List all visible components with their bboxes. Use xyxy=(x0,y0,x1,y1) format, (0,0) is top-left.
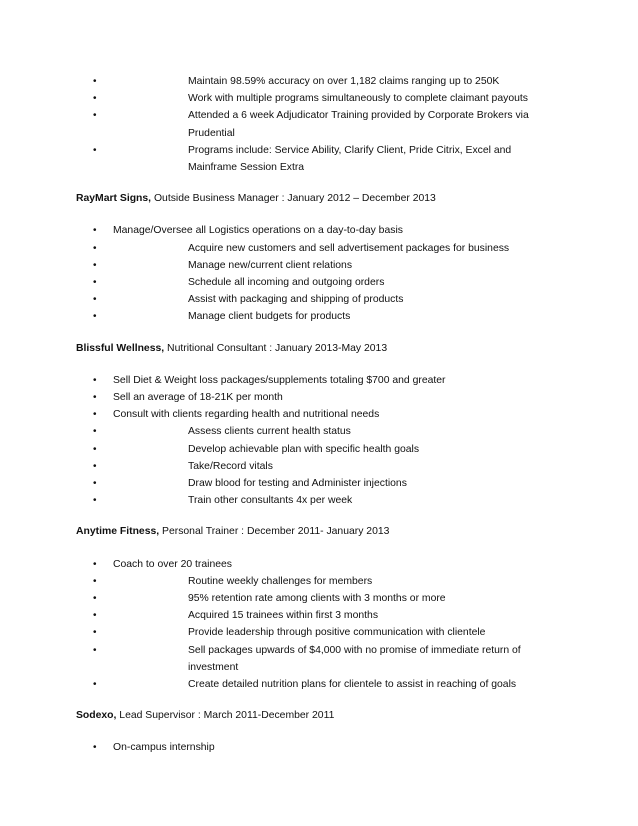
bullet-marker: • xyxy=(93,679,97,690)
bullet-marker: • xyxy=(93,93,97,105)
bullet-marker: • xyxy=(93,644,97,656)
list-item: Sell an average of 18-21K per month xyxy=(113,392,283,403)
job-heading xyxy=(76,192,436,206)
list-item: Work with multiple programs simultaneously to complete claimant payouts xyxy=(188,93,528,105)
bullet-marker: • xyxy=(93,460,97,472)
list-item: On-campus internship xyxy=(113,742,215,754)
bullet-marker: • xyxy=(93,294,97,306)
list-item: Schedule all incoming and outgoing orders xyxy=(188,277,385,288)
list-item: Consult with clients regarding health and nutritional needs xyxy=(113,409,380,421)
list-item-continuation: Mainframe Session Extra xyxy=(188,162,305,173)
list-item: Manage/Oversee all Logistics operations on a day-to-day basis xyxy=(113,225,403,237)
bullet-marker: • xyxy=(93,593,97,604)
bullet-marker: • xyxy=(93,311,97,323)
list-item: Programs include: Service Ability, Clarify Client, Pride Citrix, Excel and xyxy=(188,144,512,156)
job-heading xyxy=(76,525,389,539)
company-name: Anytime Fitness, xyxy=(76,526,160,538)
bullet-marker: • xyxy=(93,558,97,570)
list-item: Create detailed nutrition plans for clientele to assist in reaching of goals xyxy=(188,679,517,690)
bullet-marker: • xyxy=(93,259,97,271)
bullet-marker: • xyxy=(93,110,97,122)
list-item: Assist with packaging and shipping of products xyxy=(188,294,404,306)
company-name: Blissful Wellness, xyxy=(76,342,165,354)
company-name: Sodexo, xyxy=(76,710,117,722)
bullet-marker: • xyxy=(93,392,97,403)
list-item: Sell Diet & Weight loss packages/supplements totaling $700 and greater xyxy=(113,374,446,386)
list-item: Draw blood for testing and Administer injections xyxy=(188,478,407,489)
list-item: Take/Record vitals xyxy=(188,460,273,472)
list-item-continuation: Prudential xyxy=(188,127,235,139)
list-item: Manage new/current client relations xyxy=(188,259,353,271)
list-item: Develop achievable plan with specific health goals xyxy=(188,443,420,455)
company-name: RayMart Signs, xyxy=(76,193,152,205)
bullet-marker: • xyxy=(93,575,97,587)
list-item: Acquire new customers and sell advertisement packages for business xyxy=(188,242,510,254)
job-title-dates: Lead Supervisor : March 2011-December 2011 xyxy=(116,710,335,722)
list-item: Maintain 98.59% accuracy on over 1,182 claims ranging up to 250K xyxy=(188,76,500,87)
bullet-marker: • xyxy=(93,443,97,455)
list-item: Manage client budgets for products xyxy=(188,311,351,323)
bullet-marker: • xyxy=(93,225,97,237)
bullet-marker: • xyxy=(93,426,97,438)
bullet-marker: • xyxy=(93,610,97,622)
bullet-marker: • xyxy=(93,627,97,639)
list-item: Assess clients current health status xyxy=(188,426,351,438)
list-item: Sell packages upwards of $4,000 with no promise of immediate return of xyxy=(188,644,521,656)
bullet-marker: • xyxy=(93,374,97,386)
bullet-marker: • xyxy=(93,495,97,507)
job-title-dates: Personal Trainer : December 2011- January 2013 xyxy=(159,526,390,538)
job-title-dates: Outside Business Manager : January 2012 – December 2013 xyxy=(151,193,436,205)
list-item: Acquired 15 trainees within first 3 months xyxy=(188,610,379,622)
job-heading xyxy=(76,709,334,723)
list-item: Routine weekly challenges for members xyxy=(188,575,373,587)
list-item: Train other consultants 4x per week xyxy=(188,495,353,507)
bullet-marker: • xyxy=(93,409,97,421)
list-item: 95% retention rate among clients with 3 months or more xyxy=(188,593,446,604)
list-item: Attended a 6 week Adjudicator Training provided by Corporate Brokers via xyxy=(188,110,529,122)
list-item-continuation: investment xyxy=(188,661,239,673)
bullet-marker: • xyxy=(93,742,97,754)
bullet-marker: • xyxy=(93,144,97,156)
bullet-marker: • xyxy=(93,76,97,87)
bullet-marker: • xyxy=(93,242,97,254)
bullet-marker: • xyxy=(93,277,97,288)
job-heading xyxy=(76,342,387,356)
list-item: Coach to over 20 trainees xyxy=(113,558,232,570)
list-item: Provide leadership through positive communication with clientele xyxy=(188,627,486,639)
bullet-marker: • xyxy=(93,478,97,489)
job-title-dates: Nutritional Consultant : January 2013-May 2013 xyxy=(164,342,388,354)
